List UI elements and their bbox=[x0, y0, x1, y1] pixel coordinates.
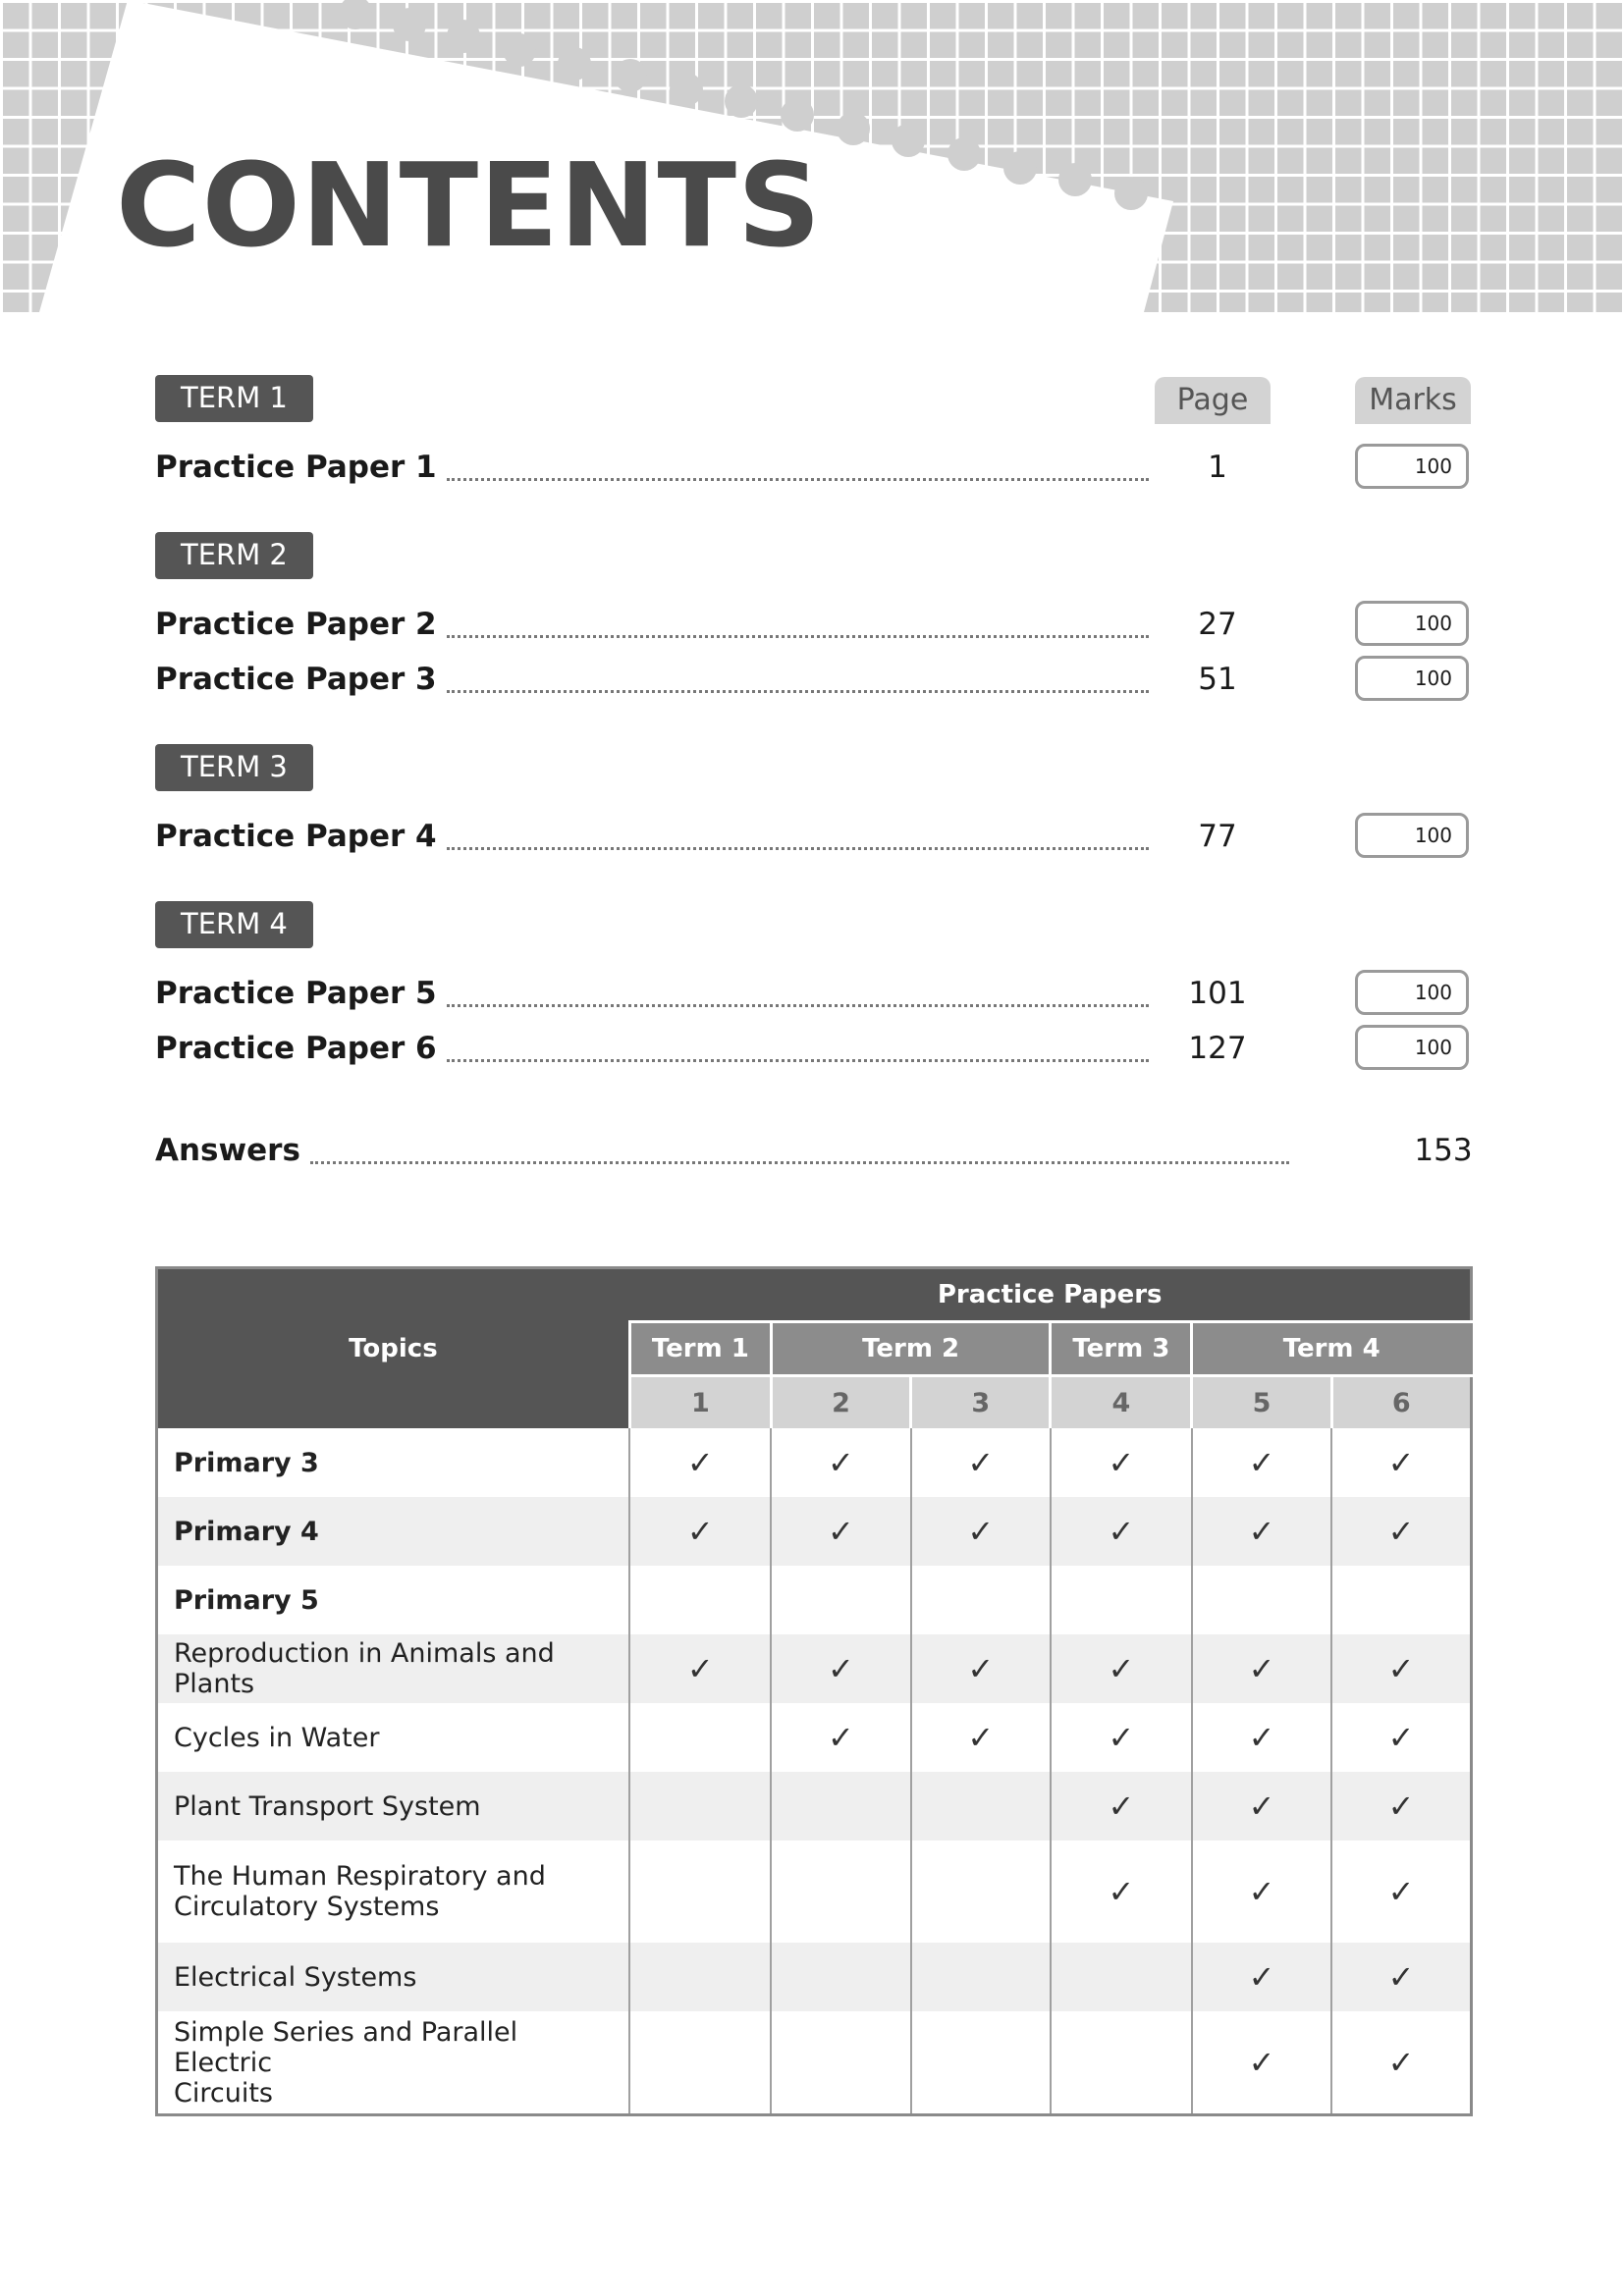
marks-box: 100 bbox=[1355, 1025, 1469, 1070]
binder-hole bbox=[614, 59, 647, 92]
term-1-header: Term 1 bbox=[629, 1322, 771, 1376]
check-icon: ✓ bbox=[771, 1428, 910, 1497]
binder-hole bbox=[1003, 151, 1037, 185]
binder-hole bbox=[725, 84, 758, 118]
binder-hole bbox=[781, 98, 814, 132]
topic-cell: Plant Transport System bbox=[157, 1772, 630, 1841]
empty-cell bbox=[1051, 1566, 1192, 1634]
paper-title: Practice Paper 3 bbox=[155, 662, 437, 697]
empty-cell bbox=[1192, 1566, 1331, 1634]
table-row bbox=[157, 1841, 1472, 1943]
empty-cell bbox=[629, 1772, 771, 1841]
check-icon: ✓ bbox=[1192, 1772, 1331, 1841]
marks-box: 100 bbox=[1355, 601, 1469, 646]
binder-hole bbox=[1058, 163, 1092, 196]
binder-hole bbox=[393, 8, 426, 41]
binder-hole bbox=[670, 73, 703, 106]
empty-cell bbox=[771, 1841, 910, 1943]
binder-hole bbox=[1114, 177, 1148, 210]
check-icon: ✓ bbox=[911, 1428, 1051, 1497]
topic-cell: Primary 3 bbox=[157, 1428, 630, 1497]
empty-cell bbox=[911, 1772, 1051, 1841]
dot-leader bbox=[447, 690, 1149, 693]
marks-box: 100 bbox=[1355, 970, 1469, 1015]
topics-table bbox=[155, 1266, 1473, 2116]
check-icon: ✓ bbox=[911, 1634, 1051, 1703]
empty-cell bbox=[911, 2011, 1051, 2115]
empty-cell bbox=[629, 1943, 771, 2011]
table-row bbox=[157, 1428, 1472, 1497]
check-icon: ✓ bbox=[1051, 1428, 1192, 1497]
empty-cell bbox=[1051, 2011, 1192, 2115]
table-row bbox=[157, 2011, 1472, 2115]
topic-cell: Reproduction in Animals and Plants bbox=[157, 1634, 630, 1703]
topic-cell: The Human Respiratory and Circulatory Systems bbox=[157, 1841, 630, 1943]
check-icon: ✓ bbox=[771, 1634, 910, 1703]
dot-leader bbox=[447, 847, 1149, 850]
topic-cell: Simple Series and Parallel Electric Circuits bbox=[157, 2011, 630, 2115]
check-icon: ✓ bbox=[911, 1703, 1051, 1772]
check-icon: ✓ bbox=[1051, 1634, 1192, 1703]
answers-title: Answers bbox=[155, 1133, 300, 1168]
empty-cell bbox=[629, 1841, 771, 1943]
marks-box: 100 bbox=[1355, 813, 1469, 858]
toc-entry-answers[interactable] bbox=[155, 1128, 1348, 1173]
empty-cell bbox=[629, 2011, 771, 2115]
binder-hole bbox=[503, 33, 536, 67]
page-number: 51 bbox=[1198, 662, 1237, 697]
check-icon: ✓ bbox=[1331, 2011, 1471, 2115]
check-icon: ✓ bbox=[629, 1634, 771, 1703]
toc-entry-paper-1[interactable] bbox=[155, 445, 1149, 490]
toc-entry-paper-2[interactable] bbox=[155, 602, 1149, 647]
toc-entry-paper-4[interactable] bbox=[155, 814, 1149, 859]
check-icon: ✓ bbox=[1331, 1841, 1471, 1943]
paper-title: Practice Paper 1 bbox=[155, 450, 437, 485]
empty-cell bbox=[629, 1703, 771, 1772]
empty-cell bbox=[911, 1841, 1051, 1943]
check-icon: ✓ bbox=[1192, 1943, 1331, 2011]
topic-cell: Primary 4 bbox=[157, 1497, 630, 1566]
empty-cell bbox=[1331, 1566, 1471, 1634]
paper-number-header: 2 bbox=[771, 1376, 910, 1429]
term-2-header: Term 2 bbox=[771, 1322, 1051, 1376]
check-icon: ✓ bbox=[1331, 1943, 1471, 2011]
paper-number-header: 5 bbox=[1192, 1376, 1331, 1429]
page-number: 27 bbox=[1198, 607, 1237, 642]
check-icon: ✓ bbox=[1051, 1497, 1192, 1566]
page-number: 1 bbox=[1208, 450, 1227, 485]
toc-entry-paper-5[interactable] bbox=[155, 971, 1149, 1016]
term-1-label: TERM 1 bbox=[155, 375, 313, 422]
check-icon: ✓ bbox=[1331, 1772, 1471, 1841]
answers-page-number: 153 bbox=[1414, 1133, 1473, 1168]
marks-column-header: Marks bbox=[1355, 377, 1471, 424]
check-icon: ✓ bbox=[629, 1428, 771, 1497]
check-icon: ✓ bbox=[1331, 1634, 1471, 1703]
empty-cell bbox=[1051, 1943, 1192, 2011]
table-row bbox=[157, 1772, 1472, 1841]
page-title: CONTENTS bbox=[116, 137, 822, 273]
term-3-label: TERM 3 bbox=[155, 744, 313, 791]
check-icon: ✓ bbox=[1051, 1772, 1192, 1841]
dot-leader bbox=[447, 1059, 1149, 1062]
binder-hole bbox=[558, 47, 591, 80]
table-row bbox=[157, 1566, 1472, 1634]
toc-entry-paper-6[interactable] bbox=[155, 1026, 1149, 1071]
empty-cell bbox=[911, 1943, 1051, 2011]
table-row bbox=[157, 1703, 1472, 1772]
binder-hole bbox=[892, 124, 925, 157]
toc-entry-paper-3[interactable] bbox=[155, 657, 1149, 702]
marks-box: 100 bbox=[1355, 444, 1469, 489]
topics-header: Topics bbox=[157, 1268, 630, 1429]
dot-leader bbox=[447, 1004, 1149, 1007]
page-number: 127 bbox=[1188, 1031, 1247, 1066]
check-icon: ✓ bbox=[1051, 1841, 1192, 1943]
topic-cell: Cycles in Water bbox=[157, 1703, 630, 1772]
table-row bbox=[157, 1634, 1472, 1703]
check-icon: ✓ bbox=[1192, 1428, 1331, 1497]
empty-cell bbox=[771, 1566, 910, 1634]
page-column-header: Page bbox=[1155, 377, 1271, 424]
paper-number-header: 4 bbox=[1051, 1376, 1192, 1429]
header-banner bbox=[0, 0, 1624, 314]
binder-hole bbox=[947, 137, 981, 171]
empty-cell bbox=[911, 1566, 1051, 1634]
page-number: 77 bbox=[1198, 819, 1237, 854]
paper-title: Practice Paper 2 bbox=[155, 607, 437, 642]
empty-cell bbox=[771, 1943, 910, 2011]
check-icon: ✓ bbox=[629, 1497, 771, 1566]
topic-cell: Primary 5 bbox=[157, 1566, 630, 1634]
empty-cell bbox=[629, 1566, 771, 1634]
dot-leader bbox=[447, 478, 1149, 481]
topic-cell: Electrical Systems bbox=[157, 1943, 630, 2011]
dot-leader bbox=[447, 635, 1149, 638]
paper-number-header: 3 bbox=[911, 1376, 1051, 1429]
practice-papers-header: Practice Papers bbox=[629, 1268, 1471, 1322]
check-icon: ✓ bbox=[771, 1703, 910, 1772]
check-icon: ✓ bbox=[1192, 1841, 1331, 1943]
term-4-header: Term 4 bbox=[1192, 1322, 1472, 1376]
empty-cell bbox=[771, 1772, 910, 1841]
check-icon: ✓ bbox=[1331, 1497, 1471, 1566]
marks-box: 100 bbox=[1355, 656, 1469, 701]
binder-hole bbox=[837, 112, 870, 145]
check-icon: ✓ bbox=[1331, 1703, 1471, 1772]
check-icon: ✓ bbox=[1192, 1634, 1331, 1703]
paper-title: Practice Paper 5 bbox=[155, 976, 437, 1011]
page-number: 101 bbox=[1188, 976, 1247, 1011]
table-row bbox=[157, 1943, 1472, 2011]
check-icon: ✓ bbox=[1331, 1428, 1471, 1497]
check-icon: ✓ bbox=[771, 1497, 910, 1566]
term-2-label: TERM 2 bbox=[155, 532, 313, 579]
paper-title: Practice Paper 4 bbox=[155, 819, 437, 854]
check-icon: ✓ bbox=[1192, 1703, 1331, 1772]
empty-cell bbox=[771, 2011, 910, 2115]
topics-table-body bbox=[157, 1428, 1472, 2115]
check-icon: ✓ bbox=[911, 1497, 1051, 1566]
paper-number-header: 6 bbox=[1331, 1376, 1471, 1429]
table-row bbox=[157, 1497, 1472, 1566]
check-icon: ✓ bbox=[1192, 1497, 1331, 1566]
dot-leader bbox=[310, 1161, 1289, 1164]
binder-hole bbox=[447, 20, 480, 53]
check-icon: ✓ bbox=[1051, 1703, 1192, 1772]
term-3-header: Term 3 bbox=[1051, 1322, 1192, 1376]
check-icon: ✓ bbox=[1192, 2011, 1331, 2115]
paper-title: Practice Paper 6 bbox=[155, 1031, 437, 1066]
paper-number-header: 1 bbox=[629, 1376, 771, 1429]
term-4-label: TERM 4 bbox=[155, 901, 313, 948]
